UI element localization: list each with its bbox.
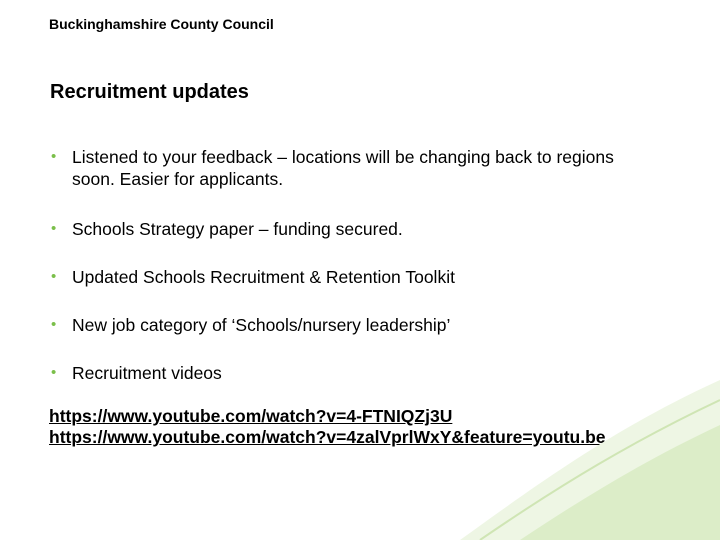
- slide-title: Recruitment updates: [50, 81, 249, 103]
- bullet-text: New job category of ‘Schools/nursery leadership’: [72, 315, 451, 335]
- bullet-item: [51, 218, 651, 240]
- bullet-text: Updated Schools Recruitment & Retention Toolkit: [72, 267, 455, 287]
- video-link-1[interactable]: https://www.youtube.com/watch?v=4-FTNIQZj3U: [49, 406, 453, 426]
- bullet-icon: •: [51, 148, 57, 165]
- bullet-icon: •: [51, 220, 57, 237]
- bullet-item: [51, 146, 651, 190]
- bullet-item: [51, 266, 651, 288]
- bullet-text: Schools Strategy paper – funding secured.: [72, 219, 403, 239]
- bullet-item: [51, 314, 651, 336]
- bullet-icon: •: [51, 316, 57, 333]
- bullet-icon: •: [51, 268, 57, 285]
- decorative-swoosh: [460, 370, 720, 540]
- organization-name: Buckinghamshire County Council: [49, 16, 274, 32]
- bullet-icon: •: [51, 364, 57, 381]
- video-link-2[interactable]: https://www.youtube.com/watch?v=4zalVprlWxY&feature=youtu.be: [49, 427, 606, 447]
- bullet-text: Listened to your feedback – locations will be changing back to regions soon. Easier for applicants.: [72, 147, 614, 189]
- bullet-text: Recruitment videos: [72, 363, 222, 383]
